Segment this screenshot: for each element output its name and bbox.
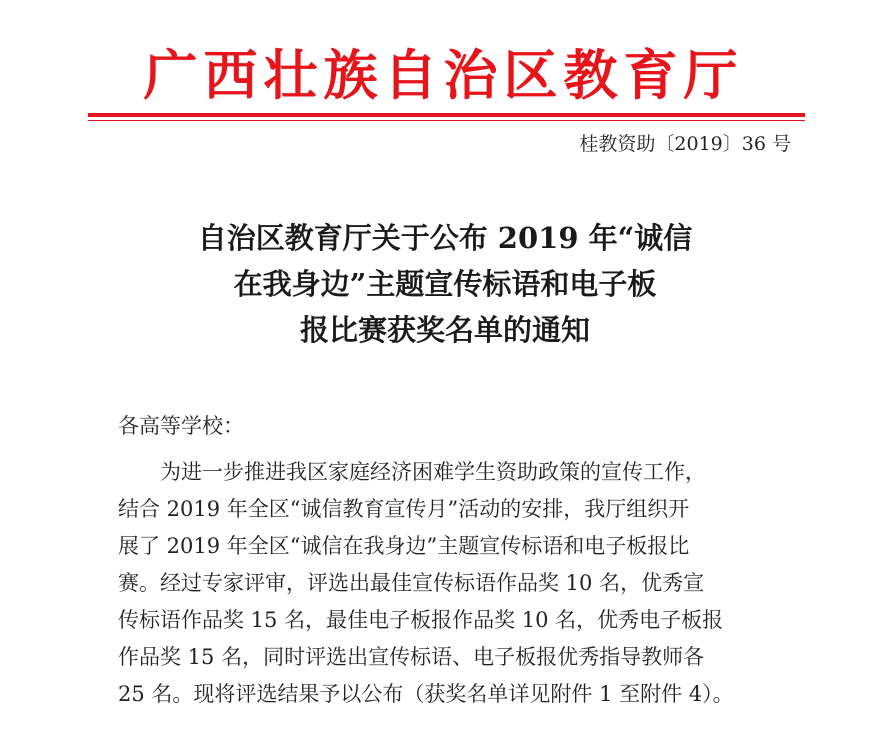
paragraph-line: 作品奖 15 名，同时评选出宣传标语、电子板报优秀指导教师各: [118, 645, 705, 669]
paragraph-line: 展了 2019 年全区“诚信在我身边”主题宣传标语和电子板报比: [118, 534, 690, 558]
header-rule-thin: [88, 120, 805, 121]
document-number: 桂教资助〔2019〕36 号: [579, 133, 791, 155]
title-line: 报比赛获奖名单的通知: [299, 313, 590, 347]
salutation: 各高等学校：: [118, 414, 244, 438]
title-line: 在我身边”主题宣传标语和电子板: [233, 267, 657, 301]
document-title: [140, 215, 750, 353]
paragraph-line: 25 名。现将评选结果予以公布（获奖名单详见附件 1 至附件 4）。: [118, 682, 734, 706]
paragraph-line: 赛。经过专家评审，评选出最佳宣传标语作品奖 10 名，优秀宣: [118, 571, 705, 595]
document-body: [118, 412, 790, 713]
body-paragraph: [118, 454, 790, 713]
paragraph-line: 传标语作品奖 15 名，最佳电子板报作品奖 10 名，优秀电子板报: [118, 608, 724, 632]
paragraph-line: 为进一步推进我区家庭经济困难学生资助政策的宣传工作，: [118, 460, 706, 484]
header-rule-thick: [88, 113, 805, 117]
issuer-header: 广西壮族自治区教育厅: [143, 43, 744, 107]
title-line: 自治区教育厅关于公布 2019 年“诚信: [197, 221, 693, 255]
paragraph-line: 结合 2019 年全区“诚信教育宣传月”活动的安排，我厅组织开: [118, 497, 690, 521]
